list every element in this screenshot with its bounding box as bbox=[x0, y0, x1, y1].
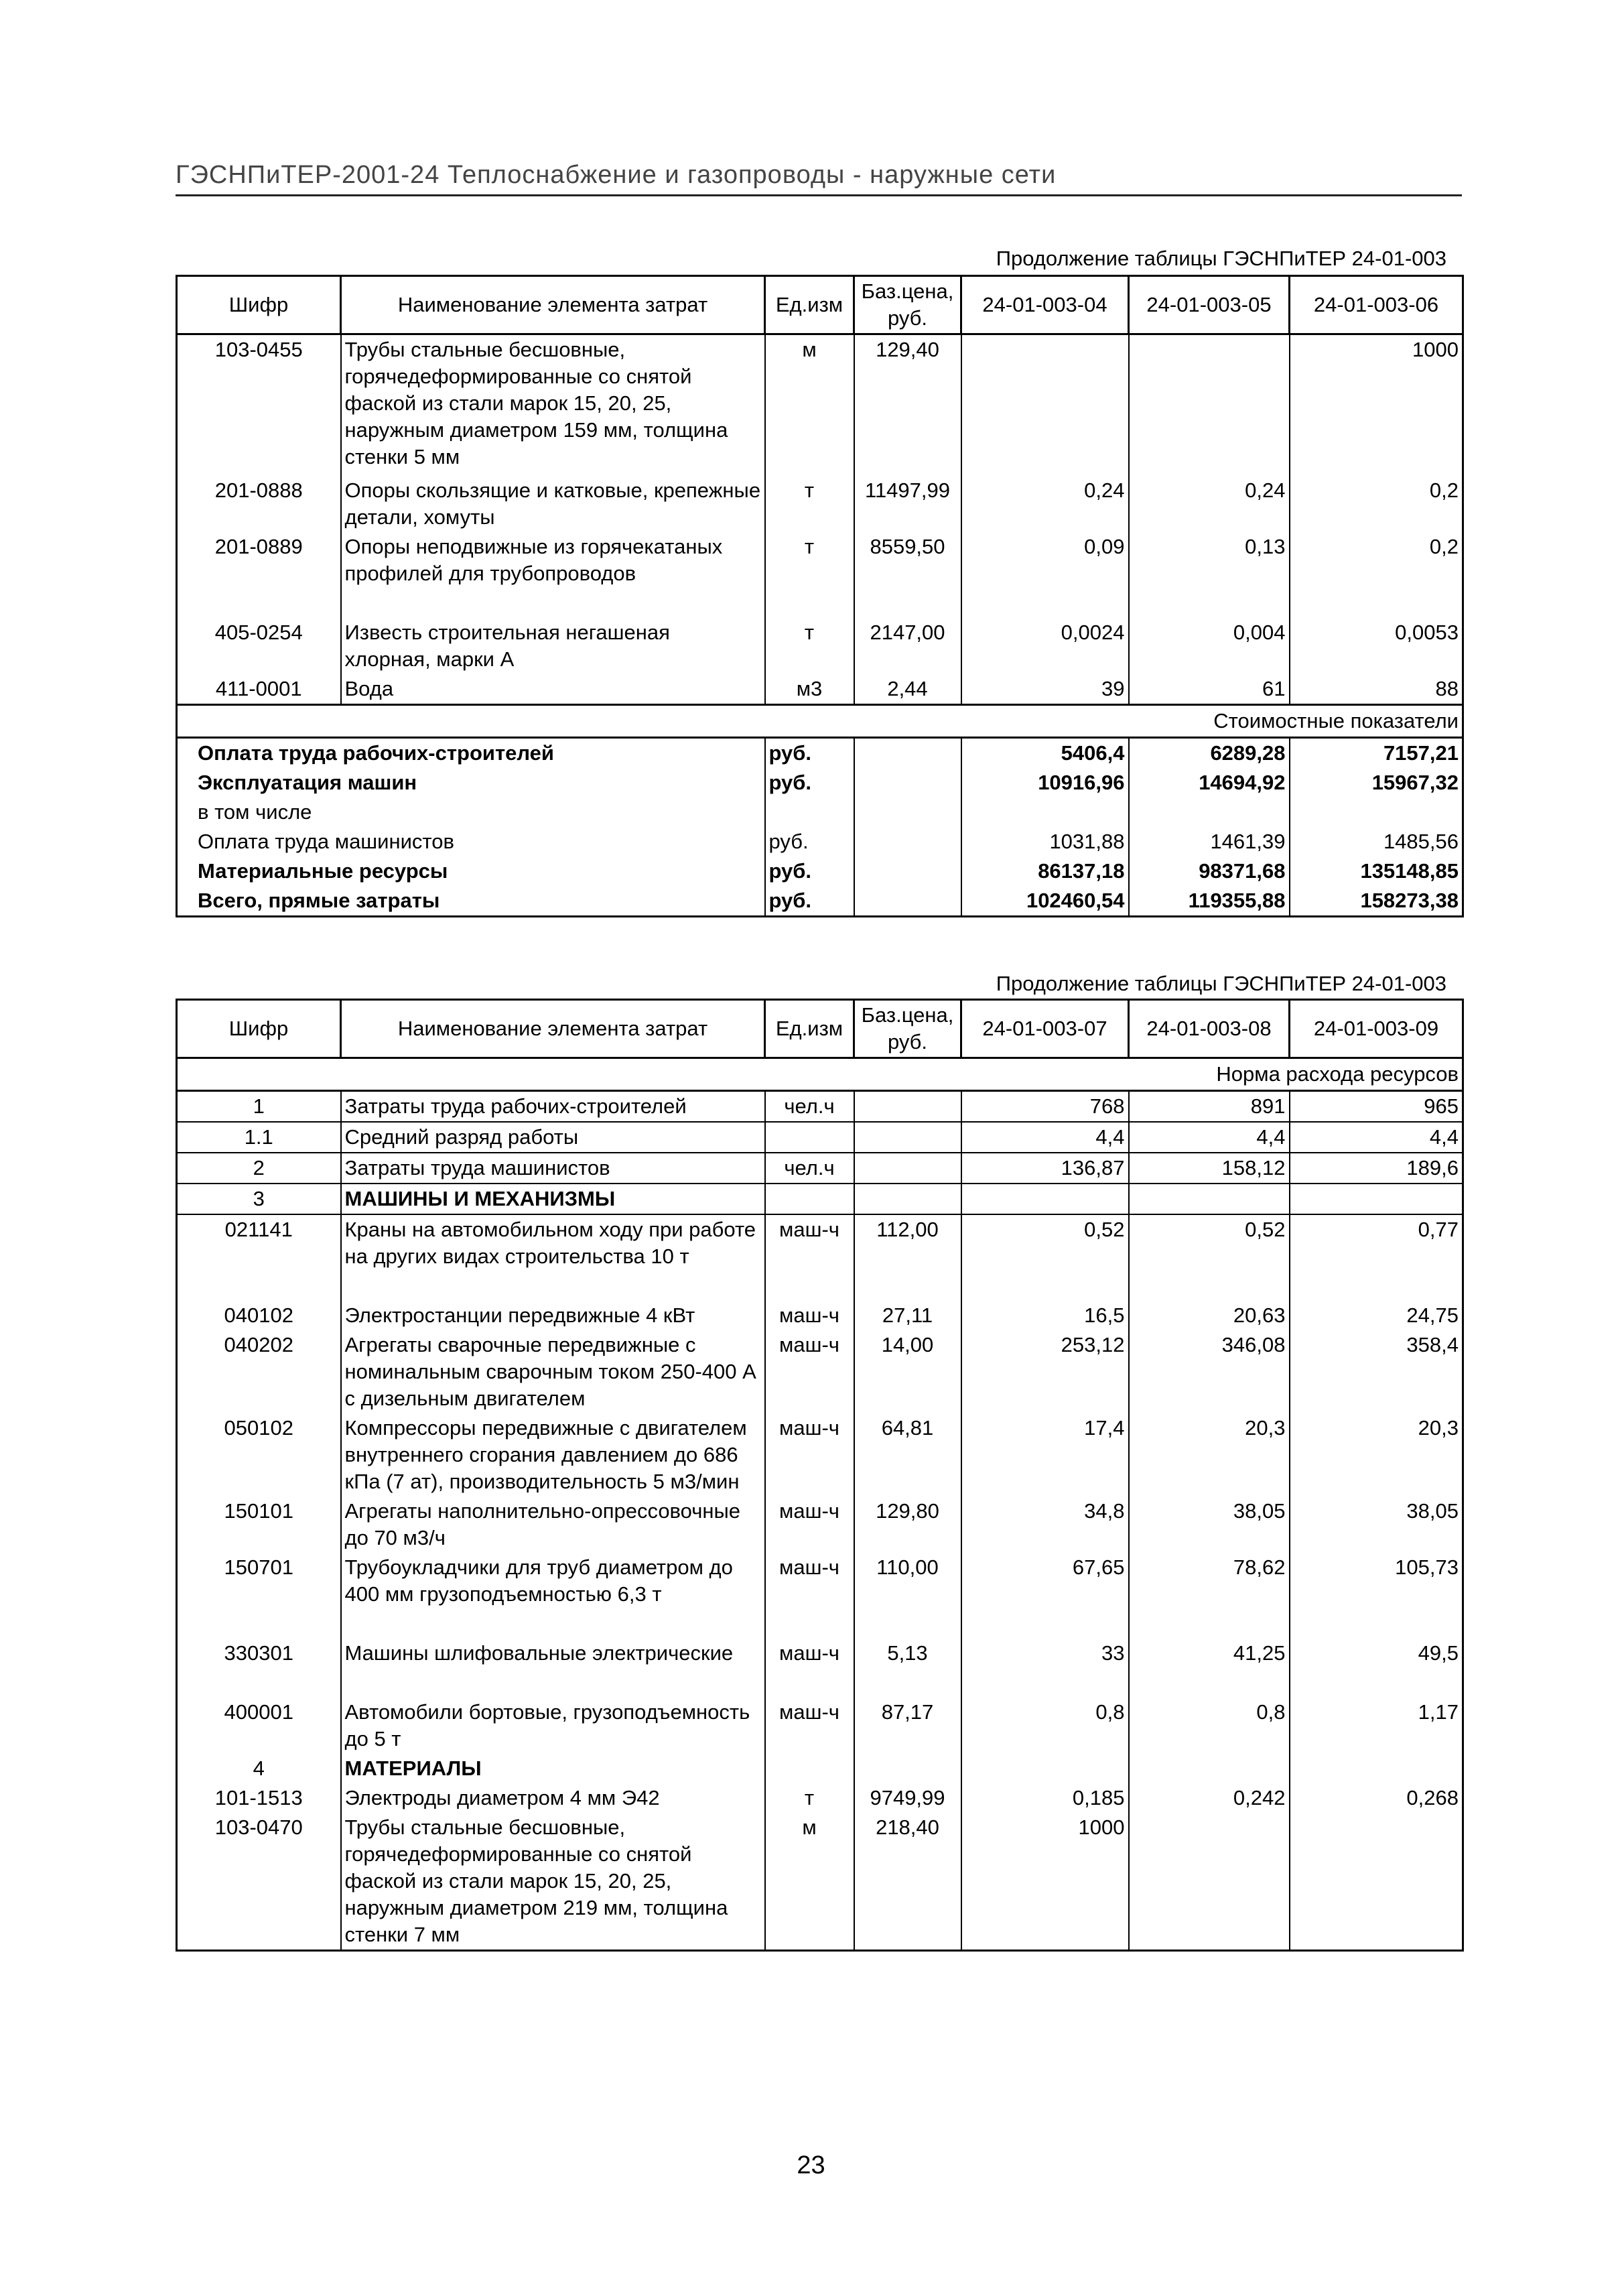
cell-v3: 0,268 bbox=[1290, 1783, 1463, 1813]
table1-header-row bbox=[177, 276, 1463, 334]
table1-col-price: Баз.цена, руб. bbox=[854, 276, 961, 334]
table-row bbox=[177, 618, 1463, 674]
table-row bbox=[177, 1754, 1463, 1783]
cell-name: Опоры неподвижные из горячекатаных профилей для трубопроводов bbox=[341, 532, 765, 618]
summary-v1: 5406,4 bbox=[961, 738, 1129, 769]
cell-unit: маш-ч bbox=[765, 1553, 854, 1639]
table1 bbox=[176, 275, 1464, 917]
cell-name: Агрегаты наполнительно-опрессовочные до 70 м3/ч bbox=[341, 1496, 765, 1553]
summary-row bbox=[177, 827, 1463, 856]
cell-code: 330301 bbox=[177, 1639, 341, 1698]
cell-v3: 0,77 bbox=[1290, 1214, 1463, 1301]
cell-unit: маш-ч bbox=[765, 1639, 854, 1698]
cell-unit: м bbox=[765, 1813, 854, 1951]
cell-v2: 38,05 bbox=[1129, 1496, 1290, 1553]
cell-v1: 0,0024 bbox=[961, 618, 1129, 674]
summary-row bbox=[177, 768, 1463, 798]
cell-v1 bbox=[961, 1754, 1129, 1783]
table2-col-price: Баз.цена, руб. bbox=[854, 1000, 961, 1058]
cell-price bbox=[854, 1153, 961, 1184]
cell-v1 bbox=[961, 334, 1129, 476]
table2-col-unit: Ед.изм bbox=[765, 1000, 854, 1058]
cell-v2: 158,12 bbox=[1129, 1153, 1290, 1184]
cell-name: Электростанции передвижные 4 кВт bbox=[341, 1301, 765, 1330]
cell-price: 2,44 bbox=[854, 674, 961, 705]
cell-v2: 0,004 bbox=[1129, 618, 1290, 674]
table-row bbox=[177, 1813, 1463, 1951]
cell-v1: 253,12 bbox=[961, 1330, 1129, 1413]
cell-v3 bbox=[1290, 1184, 1463, 1214]
table1-band-row bbox=[177, 705, 1463, 738]
cell-name: Вода bbox=[341, 674, 765, 705]
cell-price: 110,00 bbox=[854, 1553, 961, 1639]
cell-name: Известь строительная негашеная хлорная, марки А bbox=[341, 618, 765, 674]
summary-v3: 15967,32 bbox=[1290, 768, 1463, 798]
summary-name: Всего, прямые затраты bbox=[177, 886, 765, 917]
summary-unit: руб. bbox=[765, 856, 854, 886]
cell-v1: 33 bbox=[961, 1639, 1129, 1698]
cell-v1: 0,09 bbox=[961, 532, 1129, 618]
cell-price: 64,81 bbox=[854, 1413, 961, 1496]
cell-price bbox=[854, 1754, 961, 1783]
cell-price: 11497,99 bbox=[854, 476, 961, 532]
summary-v2 bbox=[1129, 798, 1290, 827]
cell-unit: т bbox=[765, 1783, 854, 1813]
summary-price bbox=[854, 798, 961, 827]
cell-unit: м bbox=[765, 334, 854, 476]
cell-name: Агрегаты сварочные передвижные с номинальным сварочным током 250-400 А с дизельным двигателем bbox=[341, 1330, 765, 1413]
table1-band-label: Стоимостные показатели bbox=[177, 705, 1463, 738]
summary-v1: 10916,96 bbox=[961, 768, 1129, 798]
cell-price: 14,00 bbox=[854, 1330, 961, 1413]
summary-row bbox=[177, 886, 1463, 917]
cell-v2: 0,24 bbox=[1129, 476, 1290, 532]
cell-code: 400001 bbox=[177, 1698, 341, 1754]
summary-unit bbox=[765, 798, 854, 827]
cell-v3 bbox=[1290, 1754, 1463, 1783]
table1-col-v2: 24-01-003-05 bbox=[1129, 276, 1290, 334]
cell-code: 040102 bbox=[177, 1301, 341, 1330]
cell-unit: м3 bbox=[765, 674, 854, 705]
cell-v1: 34,8 bbox=[961, 1496, 1129, 1553]
cell-unit: т bbox=[765, 476, 854, 532]
cell-name: Средний разряд работы bbox=[341, 1122, 765, 1153]
cell-v3: 189,6 bbox=[1290, 1153, 1463, 1184]
cell-price bbox=[854, 1091, 961, 1123]
cell-name: Электроды диаметром 4 мм Э42 bbox=[341, 1783, 765, 1813]
cell-v2 bbox=[1129, 334, 1290, 476]
cell-v2: 41,25 bbox=[1129, 1639, 1290, 1698]
cell-v2: 0,52 bbox=[1129, 1214, 1290, 1301]
cell-v1: 39 bbox=[961, 674, 1129, 705]
table-row bbox=[177, 1783, 1463, 1813]
cell-code: 405-0254 bbox=[177, 618, 341, 674]
summary-name: Материальные ресурсы bbox=[177, 856, 765, 886]
cell-price: 129,80 bbox=[854, 1496, 961, 1553]
table1-col-name: Наименование элемента затрат bbox=[341, 276, 765, 334]
table1-col-code: Шифр bbox=[177, 276, 341, 334]
cell-v3: 965 bbox=[1290, 1091, 1463, 1123]
cell-code: 103-0455 bbox=[177, 334, 341, 476]
table-row bbox=[177, 476, 1463, 532]
cell-v1: 4,4 bbox=[961, 1122, 1129, 1153]
table-row bbox=[177, 1639, 1463, 1698]
summary-price bbox=[854, 738, 961, 769]
summary-v1: 86137,18 bbox=[961, 856, 1129, 886]
cell-v2: 20,3 bbox=[1129, 1413, 1290, 1496]
summary-v3: 135148,85 bbox=[1290, 856, 1463, 886]
cell-unit: маш-ч bbox=[765, 1301, 854, 1330]
cell-unit: т bbox=[765, 532, 854, 618]
cell-price: 27,11 bbox=[854, 1301, 961, 1330]
table1-col-v1: 24-01-003-04 bbox=[961, 276, 1129, 334]
cell-v1 bbox=[961, 1184, 1129, 1214]
summary-v1 bbox=[961, 798, 1129, 827]
cell-price: 2147,00 bbox=[854, 618, 961, 674]
cell-v1: 0,24 bbox=[961, 476, 1129, 532]
summary-v2: 119355,88 bbox=[1129, 886, 1290, 917]
cell-price: 112,00 bbox=[854, 1214, 961, 1301]
summary-v3: 1485,56 bbox=[1290, 827, 1463, 856]
cell-name: Трубоукладчики для труб диаметром до 400 мм грузоподъемностью 6,3 т bbox=[341, 1553, 765, 1639]
table-row bbox=[177, 1184, 1463, 1214]
cell-v3: 105,73 bbox=[1290, 1553, 1463, 1639]
cell-unit: маш-ч bbox=[765, 1214, 854, 1301]
cell-v1: 1000 bbox=[961, 1813, 1129, 1951]
cell-v1: 17,4 bbox=[961, 1413, 1129, 1496]
cell-v2: 0,8 bbox=[1129, 1698, 1290, 1754]
summary-v2: 14694,92 bbox=[1129, 768, 1290, 798]
table2-band-row bbox=[177, 1058, 1463, 1091]
cell-name: Краны на автомобильном ходу при работе на других видах строительства 10 т bbox=[341, 1214, 765, 1301]
cell-code: 1.1 bbox=[177, 1122, 341, 1153]
cell-name: МАШИНЫ И МЕХАНИЗМЫ bbox=[341, 1184, 765, 1214]
table2-col-v1: 24-01-003-07 bbox=[961, 1000, 1129, 1058]
cell-unit: маш-ч bbox=[765, 1330, 854, 1413]
cell-name: МАТЕРИАЛЫ bbox=[341, 1754, 765, 1783]
cell-v3: 88 bbox=[1290, 674, 1463, 705]
summary-price bbox=[854, 886, 961, 917]
cell-v3: 38,05 bbox=[1290, 1496, 1463, 1553]
cell-name: Затраты труда рабочих-строителей bbox=[341, 1091, 765, 1123]
cell-unit: чел.ч bbox=[765, 1091, 854, 1123]
table2-caption: Продолжение таблицы ГЭСНПиТЕР 24-01-003 bbox=[996, 972, 1446, 995]
cell-price bbox=[854, 1184, 961, 1214]
page-header: ГЭСНПиТЕР-2001-24 Теплоснабжение и газопроводы - наружные сети bbox=[176, 161, 1057, 189]
table-row bbox=[177, 1214, 1463, 1301]
summary-v2: 1461,39 bbox=[1129, 827, 1290, 856]
summary-unit: руб. bbox=[765, 886, 854, 917]
summary-price bbox=[854, 856, 961, 886]
table-row bbox=[177, 1301, 1463, 1330]
cell-code: 201-0889 bbox=[177, 532, 341, 618]
cell-unit: чел.ч bbox=[765, 1153, 854, 1184]
summary-row bbox=[177, 856, 1463, 886]
cell-v1: 768 bbox=[961, 1091, 1129, 1123]
table-row bbox=[177, 532, 1463, 618]
table-row bbox=[177, 1496, 1463, 1553]
table-row bbox=[177, 1413, 1463, 1496]
table2-col-code: Шифр bbox=[177, 1000, 341, 1058]
table-row bbox=[177, 1553, 1463, 1639]
cell-name: Затраты труда машинистов bbox=[341, 1153, 765, 1184]
cell-code: 4 bbox=[177, 1754, 341, 1783]
summary-v2: 98371,68 bbox=[1129, 856, 1290, 886]
table-row bbox=[177, 1122, 1463, 1153]
summary-name: Эксплуатация машин bbox=[177, 768, 765, 798]
summary-row bbox=[177, 738, 1463, 769]
cell-price: 218,40 bbox=[854, 1813, 961, 1951]
summary-v1: 102460,54 bbox=[961, 886, 1129, 917]
summary-v2: 6289,28 bbox=[1129, 738, 1290, 769]
page-number: 23 bbox=[797, 2151, 825, 2179]
summary-unit: руб. bbox=[765, 827, 854, 856]
cell-v2: 4,4 bbox=[1129, 1122, 1290, 1153]
cell-v1: 67,65 bbox=[961, 1553, 1129, 1639]
table1-caption: Продолжение таблицы ГЭСНПиТЕР 24-01-003 bbox=[996, 247, 1446, 270]
cell-v2 bbox=[1129, 1754, 1290, 1783]
table-row bbox=[177, 1330, 1463, 1413]
cell-code: 1 bbox=[177, 1091, 341, 1123]
cell-v3: 20,3 bbox=[1290, 1413, 1463, 1496]
cell-name: Опоры скользящие и катковые, крепежные детали, хомуты bbox=[341, 476, 765, 532]
cell-price bbox=[854, 1122, 961, 1153]
summary-v3 bbox=[1290, 798, 1463, 827]
cell-name: Трубы стальные бесшовные, горячедеформированные со снятой фаской из стали марок 15, 20, 25, наружным диаметром 159 мм, толщина стенки 5 мм bbox=[341, 334, 765, 476]
table-row bbox=[177, 1153, 1463, 1184]
cell-code: 021141 bbox=[177, 1214, 341, 1301]
summary-name: Оплата труда машинистов bbox=[177, 827, 765, 856]
summary-v3: 7157,21 bbox=[1290, 738, 1463, 769]
table-row bbox=[177, 1091, 1463, 1123]
summary-v1: 1031,88 bbox=[961, 827, 1129, 856]
table2-col-v2: 24-01-003-08 bbox=[1129, 1000, 1290, 1058]
table-row bbox=[177, 1698, 1463, 1754]
summary-name: в том числе bbox=[177, 798, 765, 827]
cell-v3: 0,2 bbox=[1290, 532, 1463, 618]
cell-v1: 0,185 bbox=[961, 1783, 1129, 1813]
cell-v2 bbox=[1129, 1184, 1290, 1214]
table2-header-row bbox=[177, 1000, 1463, 1058]
cell-v2: 346,08 bbox=[1129, 1330, 1290, 1413]
summary-unit: руб. bbox=[765, 738, 854, 769]
cell-v2: 61 bbox=[1129, 674, 1290, 705]
cell-price: 129,40 bbox=[854, 334, 961, 476]
summary-v3: 158273,38 bbox=[1290, 886, 1463, 917]
cell-name: Компрессоры передвижные с двигателем внутреннего сгорания давлением до 686 кПа (7 ат), производительность 5 м3/мин bbox=[341, 1413, 765, 1496]
table2-col-name: Наименование элемента затрат bbox=[341, 1000, 765, 1058]
cell-v3: 358,4 bbox=[1290, 1330, 1463, 1413]
cell-unit: маш-ч bbox=[765, 1496, 854, 1553]
summary-price bbox=[854, 768, 961, 798]
cell-v2: 20,63 bbox=[1129, 1301, 1290, 1330]
cell-v1: 0,8 bbox=[961, 1698, 1129, 1754]
cell-code: 040202 bbox=[177, 1330, 341, 1413]
cell-v1: 136,87 bbox=[961, 1153, 1129, 1184]
cell-unit: маш-ч bbox=[765, 1698, 854, 1754]
header-rule bbox=[176, 194, 1462, 196]
cell-v3: 24,75 bbox=[1290, 1301, 1463, 1330]
cell-unit bbox=[765, 1754, 854, 1783]
cell-code: 411-0001 bbox=[177, 674, 341, 705]
cell-code: 103-0470 bbox=[177, 1813, 341, 1951]
table2-col-v3: 24-01-003-09 bbox=[1290, 1000, 1463, 1058]
cell-v2: 0,242 bbox=[1129, 1783, 1290, 1813]
summary-row bbox=[177, 798, 1463, 827]
cell-name: Машины шлифовальные электрические bbox=[341, 1639, 765, 1698]
cell-code: 201-0888 bbox=[177, 476, 341, 532]
cell-v3: 4,4 bbox=[1290, 1122, 1463, 1153]
cell-v1: 16,5 bbox=[961, 1301, 1129, 1330]
cell-price: 87,17 bbox=[854, 1698, 961, 1754]
table1-col-v3: 24-01-003-06 bbox=[1290, 276, 1463, 334]
cell-name: Трубы стальные бесшовные, горячедеформированные со снятой фаской из стали марок 15, 20, 25, наружным диаметром 219 мм, толщина стенки 7 мм bbox=[341, 1813, 765, 1951]
cell-unit: т bbox=[765, 618, 854, 674]
cell-v3: 0,0053 bbox=[1290, 618, 1463, 674]
cell-code: 2 bbox=[177, 1153, 341, 1184]
cell-code: 050102 bbox=[177, 1413, 341, 1496]
cell-v3 bbox=[1290, 1813, 1463, 1951]
table1-col-unit: Ед.изм bbox=[765, 276, 854, 334]
cell-unit: маш-ч bbox=[765, 1413, 854, 1496]
cell-code: 150701 bbox=[177, 1553, 341, 1639]
summary-price bbox=[854, 827, 961, 856]
cell-v2: 0,13 bbox=[1129, 532, 1290, 618]
summary-unit: руб. bbox=[765, 768, 854, 798]
cell-v1: 0,52 bbox=[961, 1214, 1129, 1301]
table-row bbox=[177, 334, 1463, 476]
cell-unit bbox=[765, 1122, 854, 1153]
cell-v2: 891 bbox=[1129, 1091, 1290, 1123]
cell-v3: 1,17 bbox=[1290, 1698, 1463, 1754]
cell-price: 5,13 bbox=[854, 1639, 961, 1698]
summary-name: Оплата труда рабочих-строителей bbox=[177, 738, 765, 769]
cell-v3: 1000 bbox=[1290, 334, 1463, 476]
cell-code: 101-1513 bbox=[177, 1783, 341, 1813]
cell-code: 150101 bbox=[177, 1496, 341, 1553]
cell-v2: 78,62 bbox=[1129, 1553, 1290, 1639]
cell-price: 9749,99 bbox=[854, 1783, 961, 1813]
table2 bbox=[176, 999, 1464, 1952]
cell-v3: 49,5 bbox=[1290, 1639, 1463, 1698]
cell-unit bbox=[765, 1184, 854, 1214]
cell-code: 3 bbox=[177, 1184, 341, 1214]
cell-price: 8559,50 bbox=[854, 532, 961, 618]
cell-name: Автомобили бортовые, грузоподъемность до 5 т bbox=[341, 1698, 765, 1754]
cell-v3: 0,2 bbox=[1290, 476, 1463, 532]
cell-v2 bbox=[1129, 1813, 1290, 1951]
table2-band-label: Норма расхода ресурсов bbox=[177, 1058, 1463, 1091]
table-row bbox=[177, 674, 1463, 705]
